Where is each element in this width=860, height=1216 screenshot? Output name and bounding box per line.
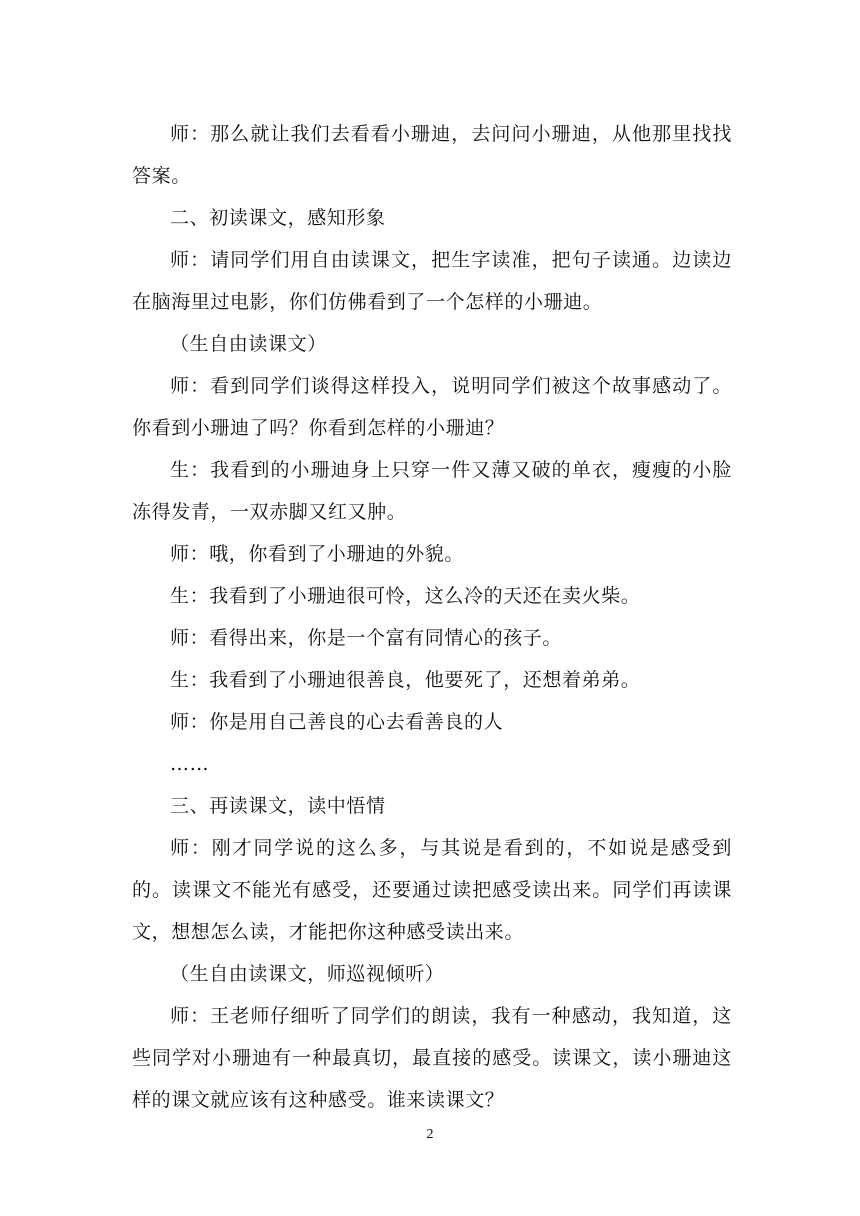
stage-direction: （生自由读课文，师巡视倾听）: [170, 963, 445, 985]
stage-direction: （生自由读课文）: [170, 333, 327, 355]
paragraph: 生：我看到了小珊迪很善良，他要死了，还想着弟弟。: [170, 669, 641, 691]
page-number: 2: [426, 1127, 434, 1142]
paragraph: 师：看到同学们谈得这样投入，说明同学们被这个故事感动了。你看到小珊迪了吗？你看到怎样的小珊迪？: [132, 375, 732, 439]
section-heading: 三、再读课文，读中悟情: [170, 795, 386, 817]
paragraph: 师：你是用自己善良的心去看善良的人: [170, 711, 504, 733]
paragraph: 师：刚才同学说的这么多，与其说是看到的，不如说是感受到的。读课文不能光有感受，还要通过读把感受读出来。同学们再读课文，想想怎么读，才能把你这种感受读出来。: [132, 837, 732, 943]
paragraph: 生：我看到了小珊迪很可怜，这么冷的天还在卖火柴。: [170, 585, 641, 607]
paragraph: 师：王老师仔细听了同学们的朗读，我有一种感动，我知道，这些同学对小珊迪有一种最真切，最直接的感受。读课文，读小珊迪这样的课文就应该有这种感受。谁来读课文？: [132, 1005, 732, 1111]
paragraph: 师：看得出来，你是一个富有同情心的孩子。: [170, 627, 563, 649]
paragraph: 生：我看到的小珊迪身上只穿一件又薄又破的单衣，瘦瘦的小脸冻得发青，一双赤脚又红又肿。: [132, 459, 732, 523]
paragraph: 师：请同学们用自由读课文，把生字读准，把句子读通。边读边在脑海里过电影，你们仿佛看到了一个怎样的小珊迪。: [132, 249, 732, 313]
ellipsis-line: ……: [170, 753, 210, 775]
document-body: [132, 113, 732, 1121]
paragraph: 师：那么就让我们去看看小珊迪，去问问小珊迪，从他那里找找答案。: [132, 123, 732, 187]
section-heading: 二、初读课文，感知形象: [170, 207, 386, 229]
paragraph: 师：哦，你看到了小珊迪的外貌。: [170, 543, 465, 565]
